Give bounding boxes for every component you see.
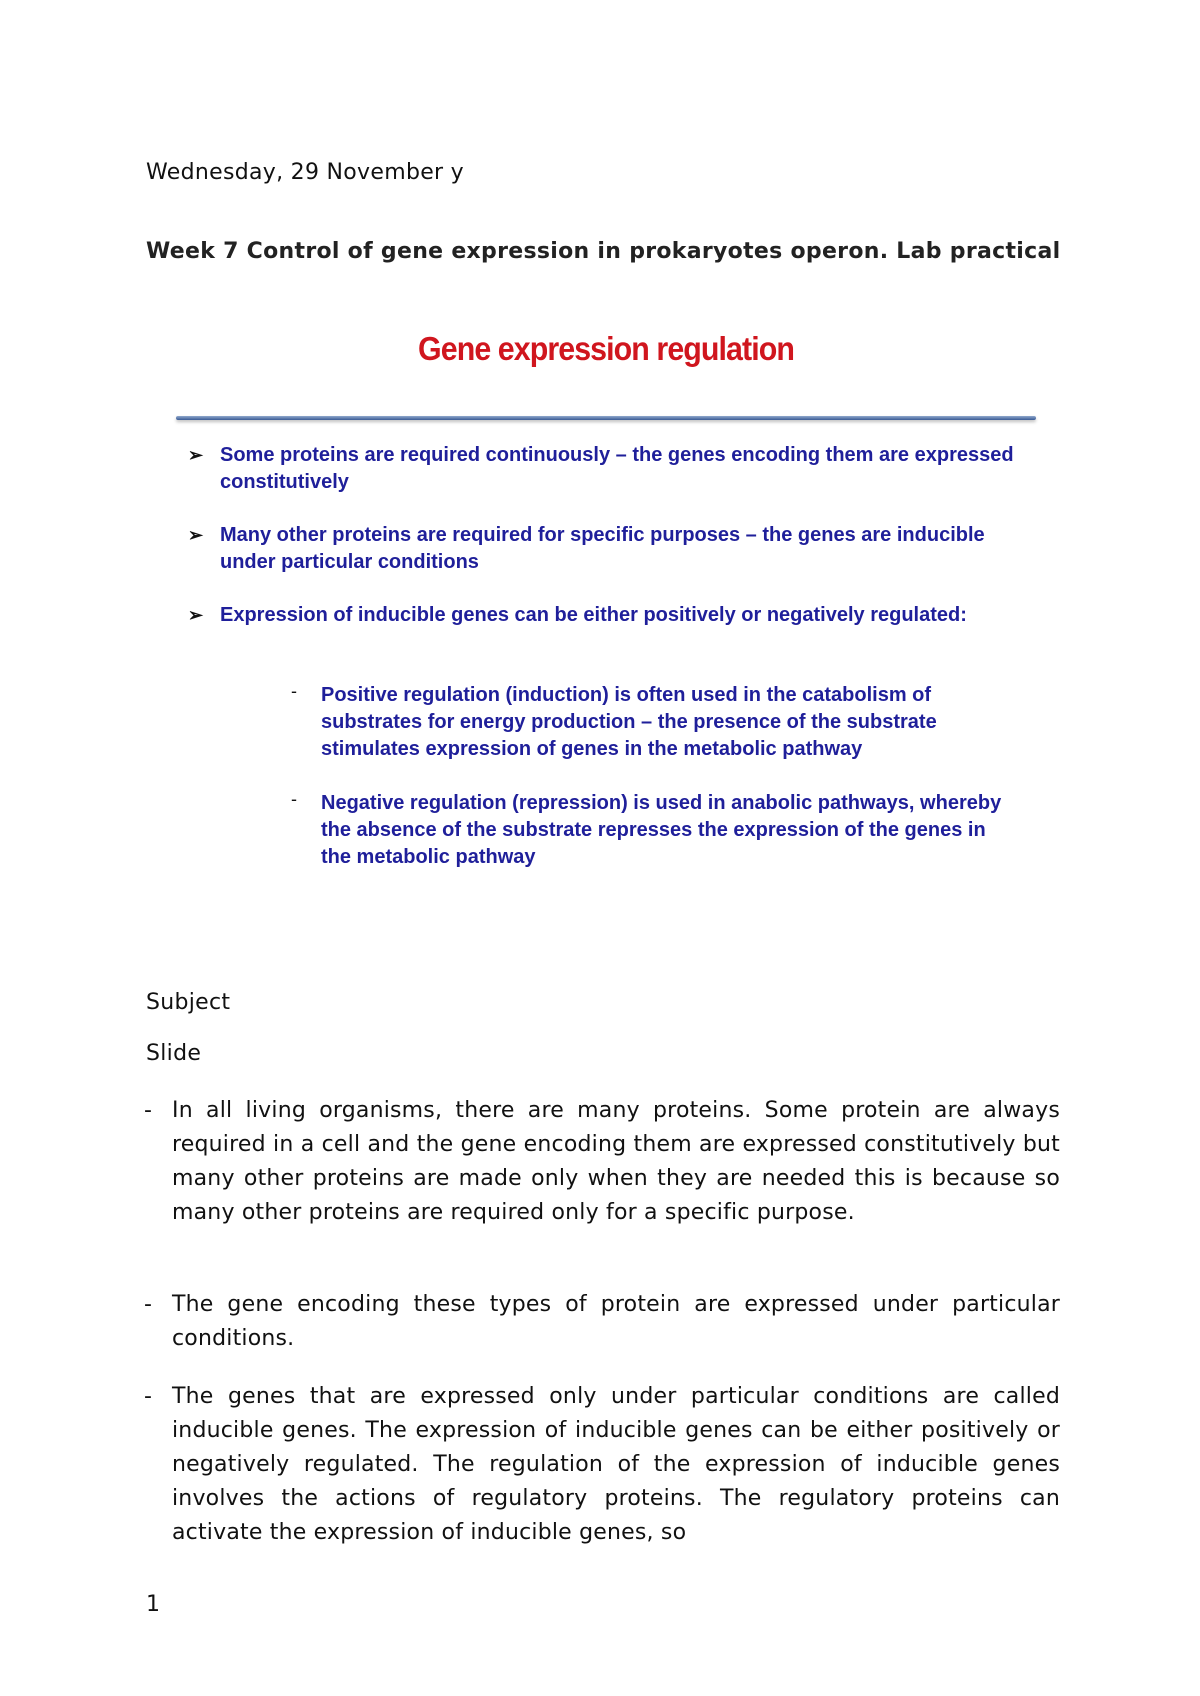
- document-date: Wednesday, 29 November y: [146, 160, 465, 185]
- slide-bullet-text: Some proteins are required continuously – the genes encoding them are expressed constitutively: [220, 444, 1014, 493]
- arrow-bullet-icon: ➢: [188, 605, 204, 625]
- paragraph-text: The genes that are expressed only under particular conditions are called inducible genes. The expression of inducible genes can be either positively or negatively regulated. The regulation of the expression of inducible genes involves the actions of regulatory proteins. The regulatory proteins can activate the expression of inducible genes, so: [172, 1384, 1060, 1545]
- arrow-bullet-icon: ➢: [188, 445, 204, 465]
- embedded-slide: [176, 318, 1036, 878]
- dash-marker: -: [291, 681, 297, 701]
- slide-sub-bullet-text: Positive regulation (induction) is often used in the catabolism of substrates for energy production – the presence of the substrate stimulates expression of genes in the metabolic pathway: [321, 684, 937, 760]
- slide-sub-bullet: [291, 681, 1021, 763]
- slide-bullet: [188, 522, 1020, 576]
- slide-bullet-text: Expression of inducible genes can be either positively or negatively regulated:: [220, 604, 967, 626]
- document-title: Week 7 Control of gene expression in prokaryotes operon. Lab practical: [146, 239, 1061, 264]
- list-item: [144, 1380, 1060, 1550]
- slide-sub-bullet: [291, 789, 1021, 871]
- slide-sub-bullet-text: Negative regulation (repression) is used in anabolic pathways, whereby the absence of the substrate represses the expression of the genes in the metabolic pathway: [321, 792, 1002, 868]
- list-item: [144, 1094, 1060, 1230]
- slide-title: Gene expression regulation: [418, 330, 794, 367]
- subject-label: Subject: [146, 990, 231, 1015]
- dash-marker: -: [144, 1098, 153, 1123]
- slide-label: Slide: [146, 1041, 202, 1066]
- slide-bullet-text: Many other proteins are required for specific purposes – the genes are inducible under particular conditions: [220, 524, 985, 573]
- slide-bullet: [188, 602, 1020, 629]
- page-number: 1: [146, 1592, 160, 1617]
- slide-divider: [176, 416, 1036, 420]
- paragraph-text: In all living organisms, there are many proteins. Some protein are always required in a cell and the gene encoding them are expressed constitutively but many other proteins are made only when they are needed this is because so many other proteins are required only for a specific purpose.: [172, 1098, 1060, 1225]
- dash-marker: -: [291, 789, 297, 809]
- dash-marker: -: [144, 1384, 153, 1409]
- slide-bullet: [188, 442, 1020, 496]
- arrow-bullet-icon: ➢: [188, 525, 204, 545]
- paragraph-text: The gene encoding these types of protein are expressed under particular conditions.: [172, 1292, 1060, 1351]
- list-item: [144, 1288, 1060, 1356]
- dash-marker: -: [144, 1292, 153, 1317]
